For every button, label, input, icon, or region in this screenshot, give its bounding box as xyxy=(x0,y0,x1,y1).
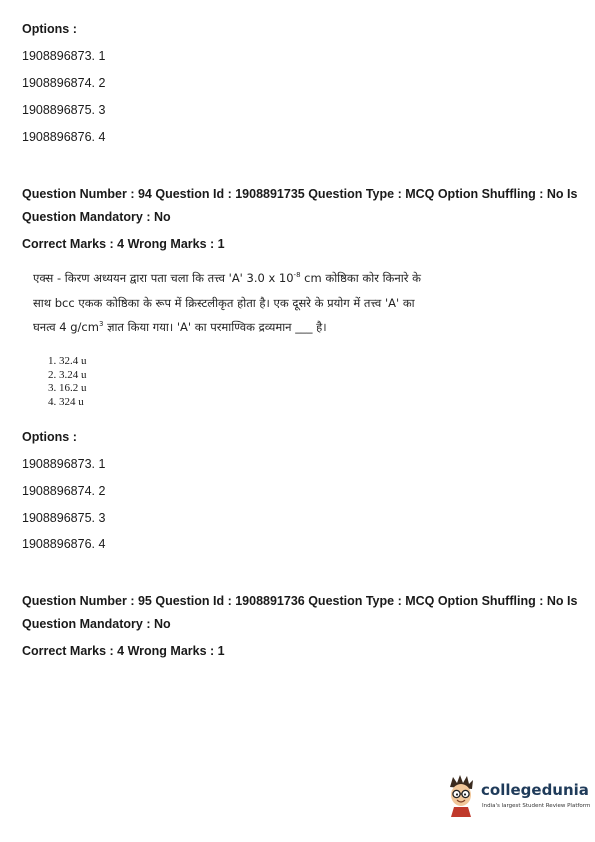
option-item: 1908896874. 2 xyxy=(22,484,106,498)
answer-choice: 2. 3.24 u xyxy=(48,368,87,381)
question-marks: Correct Marks : 4 Wrong Marks : 1 xyxy=(22,237,225,251)
option-item: 1908896876. 4 xyxy=(22,537,106,551)
option-item: 1908896874. 2 xyxy=(22,76,106,90)
answer-choice: 4. 324 u xyxy=(48,395,84,408)
answer-choices xyxy=(48,355,87,409)
question-marks: Correct Marks : 4 Wrong Marks : 1 xyxy=(22,644,225,658)
question-text-line: एक्स - किरण अध्ययन द्वारा पता चला कि तत्त्व 'A' 3.0 x $10^{-8}$ cm कोष्ठिका कोर किनारे के xyxy=(33,271,421,285)
question-text-line: साथ bcc एकक कोष्ठिका के रूप में क्रिस्टलीकृत होता है। एक दूसरे के प्रयोग में तत्त्व 'A' का xyxy=(33,296,415,310)
options-label: Options : xyxy=(22,430,77,444)
question-mandatory: Question Mandatory : No xyxy=(22,617,171,631)
collegedunia-logo xyxy=(445,773,591,819)
question-header: Question Number : 94 Question Id : 1908891735 Question Type : MCQ Option Shuffling : No Is xyxy=(22,187,578,201)
logo-name: collegedunia xyxy=(481,781,589,799)
question-header: Question Number : 95 Question Id : 1908891736 Question Type : MCQ Option Shuffling : No Is xyxy=(22,594,578,608)
option-item: 1908896875. 3 xyxy=(22,103,106,117)
question-text-line: घनत्व 4 $g/cm^3$ ज्ञात किया गया। 'A' का परमाण्विक द्रव्यमान ___ है। xyxy=(33,320,327,334)
question-mandatory: Question Mandatory : No xyxy=(22,210,171,224)
answer-choice: 3. 16.2 u xyxy=(48,382,87,394)
option-item: 1908896876. 4 xyxy=(22,130,106,144)
logo-tagline: India's largest Student Review Platform xyxy=(482,803,591,809)
options-label: Options : xyxy=(22,22,77,36)
option-item: 1908896875. 3 xyxy=(22,511,106,525)
option-item: 1908896873. 1 xyxy=(22,457,106,471)
mascot-icon xyxy=(445,773,477,817)
option-item: 1908896873. 1 xyxy=(22,49,106,63)
answer-choice: 1. 32.4 u xyxy=(48,355,87,367)
